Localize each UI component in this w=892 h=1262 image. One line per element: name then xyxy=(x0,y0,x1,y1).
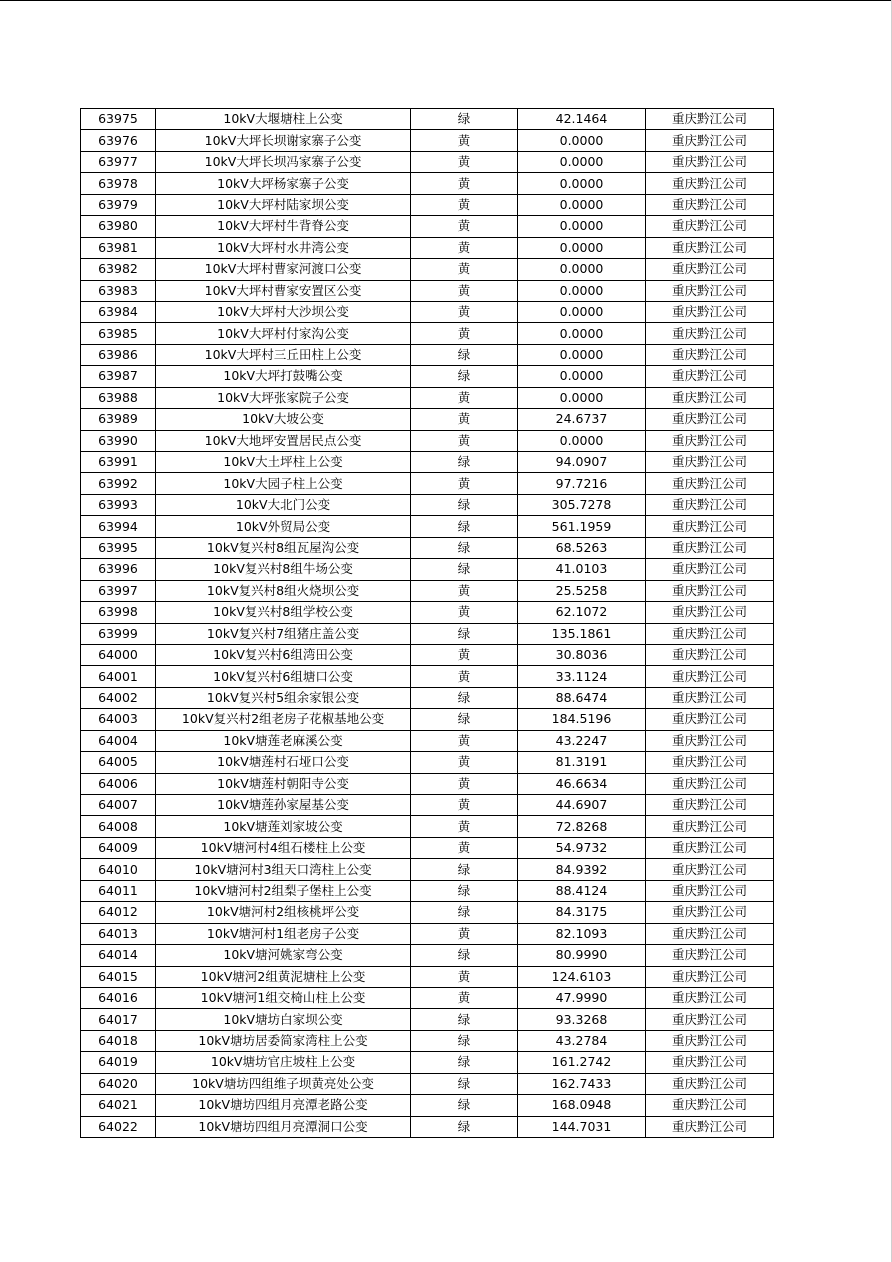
transformer-name-cell: 10kV塘坊白家坝公变 xyxy=(156,1009,411,1030)
status-color-cell: 黄 xyxy=(411,473,518,494)
value-cell: 30.8036 xyxy=(518,644,646,665)
row-id-cell: 63993 xyxy=(81,494,156,515)
table-row xyxy=(81,452,774,473)
table-row xyxy=(81,730,774,751)
row-id-cell: 64008 xyxy=(81,816,156,837)
row-id-cell: 63979 xyxy=(81,194,156,215)
row-id-cell: 64003 xyxy=(81,709,156,730)
value-cell: 81.3191 xyxy=(518,752,646,773)
row-id-cell: 64002 xyxy=(81,687,156,708)
row-id-cell: 63986 xyxy=(81,344,156,365)
value-cell: 0.0000 xyxy=(518,216,646,237)
company-cell: 重庆黔江公司 xyxy=(646,130,774,151)
company-cell: 重庆黔江公司 xyxy=(646,366,774,387)
transformer-name-cell: 10kV大坪村三丘田柱上公变 xyxy=(156,344,411,365)
status-color-cell: 绿 xyxy=(411,1009,518,1030)
table-row xyxy=(81,1030,774,1051)
status-color-cell: 黄 xyxy=(411,816,518,837)
transformer-name-cell: 10kV塘河1组交椅山柱上公变 xyxy=(156,987,411,1008)
value-cell: 62.1072 xyxy=(518,602,646,623)
row-id-cell: 63987 xyxy=(81,366,156,387)
transformer-name-cell: 10kV大土坪柱上公变 xyxy=(156,452,411,473)
row-id-cell: 63980 xyxy=(81,216,156,237)
company-cell: 重庆黔江公司 xyxy=(646,644,774,665)
row-id-cell: 63975 xyxy=(81,109,156,130)
value-cell: 0.0000 xyxy=(518,280,646,301)
company-cell: 重庆黔江公司 xyxy=(646,1030,774,1051)
transformer-name-cell: 10kV复兴村8组学校公变 xyxy=(156,602,411,623)
value-cell: 43.2247 xyxy=(518,730,646,751)
status-color-cell: 黄 xyxy=(411,259,518,280)
row-id-cell: 64005 xyxy=(81,752,156,773)
company-cell: 重庆黔江公司 xyxy=(646,1009,774,1030)
table-row xyxy=(81,173,774,194)
transformer-name-cell: 10kV大坪长坝谢家寨子公变 xyxy=(156,130,411,151)
value-cell: 161.2742 xyxy=(518,1052,646,1073)
row-id-cell: 64021 xyxy=(81,1095,156,1116)
transformer-name-cell: 10kV大地坪安置居民点公变 xyxy=(156,430,411,451)
transformer-name-cell: 10kV塘坊四组维子坝黄亮处公变 xyxy=(156,1073,411,1094)
status-color-cell: 绿 xyxy=(411,945,518,966)
table-row xyxy=(81,494,774,515)
status-color-cell: 黄 xyxy=(411,216,518,237)
table-row xyxy=(81,516,774,537)
table-row xyxy=(81,859,774,880)
value-cell: 0.0000 xyxy=(518,301,646,322)
table-row xyxy=(81,323,774,344)
row-id-cell: 64022 xyxy=(81,1116,156,1137)
transformer-name-cell: 10kV塘河姚家弯公变 xyxy=(156,945,411,966)
status-color-cell: 黄 xyxy=(411,409,518,430)
transformer-name-cell: 10kV大园子柱上公变 xyxy=(156,473,411,494)
table-row xyxy=(81,1052,774,1073)
transformer-name-cell: 10kV复兴村6组湾田公变 xyxy=(156,644,411,665)
value-cell: 124.6103 xyxy=(518,966,646,987)
transformer-name-cell: 10kV复兴村2组老房子花椒基地公变 xyxy=(156,709,411,730)
status-color-cell: 黄 xyxy=(411,151,518,172)
value-cell: 305.7278 xyxy=(518,494,646,515)
row-id-cell: 64017 xyxy=(81,1009,156,1030)
value-cell: 43.2784 xyxy=(518,1030,646,1051)
company-cell: 重庆黔江公司 xyxy=(646,194,774,215)
company-cell: 重庆黔江公司 xyxy=(646,709,774,730)
transformer-name-cell: 10kV复兴村8组瓦屋沟公变 xyxy=(156,537,411,558)
table-row xyxy=(81,773,774,794)
company-cell: 重庆黔江公司 xyxy=(646,966,774,987)
row-id-cell: 64000 xyxy=(81,644,156,665)
value-cell: 135.1861 xyxy=(518,623,646,644)
value-cell: 33.1124 xyxy=(518,666,646,687)
row-id-cell: 64009 xyxy=(81,837,156,858)
transformer-name-cell: 10kV塘坊四组月亮潭洞口公变 xyxy=(156,1116,411,1137)
status-color-cell: 黄 xyxy=(411,430,518,451)
row-id-cell: 63997 xyxy=(81,580,156,601)
table-row xyxy=(81,366,774,387)
company-cell: 重庆黔江公司 xyxy=(646,237,774,258)
transformer-name-cell: 10kV塘莲孙家屋基公变 xyxy=(156,795,411,816)
company-cell: 重庆黔江公司 xyxy=(646,452,774,473)
status-color-cell: 黄 xyxy=(411,966,518,987)
status-color-cell: 黄 xyxy=(411,194,518,215)
company-cell: 重庆黔江公司 xyxy=(646,109,774,130)
status-color-cell: 黄 xyxy=(411,795,518,816)
transformer-name-cell: 10kV复兴村8组牛场公变 xyxy=(156,559,411,580)
value-cell: 46.6634 xyxy=(518,773,646,794)
status-color-cell: 绿 xyxy=(411,1052,518,1073)
company-cell: 重庆黔江公司 xyxy=(646,923,774,944)
value-cell: 72.8268 xyxy=(518,816,646,837)
transformer-name-cell: 10kV复兴村5组余家银公变 xyxy=(156,687,411,708)
value-cell: 0.0000 xyxy=(518,430,646,451)
table-row xyxy=(81,130,774,151)
table-row xyxy=(81,602,774,623)
status-color-cell: 绿 xyxy=(411,537,518,558)
transformer-name-cell: 10kV塘莲刘家坡公变 xyxy=(156,816,411,837)
table-row xyxy=(81,409,774,430)
table-row xyxy=(81,752,774,773)
transformer-name-cell: 10kV大坡公变 xyxy=(156,409,411,430)
transformer-name-cell: 10kV大堰塘柱上公变 xyxy=(156,109,411,130)
row-id-cell: 63996 xyxy=(81,559,156,580)
table-row xyxy=(81,194,774,215)
status-color-cell: 绿 xyxy=(411,859,518,880)
row-id-cell: 63991 xyxy=(81,452,156,473)
transformer-name-cell: 10kV大坪村付家沟公变 xyxy=(156,323,411,344)
company-cell: 重庆黔江公司 xyxy=(646,173,774,194)
company-cell: 重庆黔江公司 xyxy=(646,730,774,751)
company-cell: 重庆黔江公司 xyxy=(646,623,774,644)
status-color-cell: 绿 xyxy=(411,1073,518,1094)
value-cell: 88.4124 xyxy=(518,880,646,901)
value-cell: 162.7433 xyxy=(518,1073,646,1094)
company-cell: 重庆黔江公司 xyxy=(646,409,774,430)
company-cell: 重庆黔江公司 xyxy=(646,687,774,708)
row-id-cell: 63976 xyxy=(81,130,156,151)
value-cell: 0.0000 xyxy=(518,194,646,215)
status-color-cell: 黄 xyxy=(411,323,518,344)
status-color-cell: 绿 xyxy=(411,687,518,708)
transformer-name-cell: 10kV大坪长坝冯家寨子公变 xyxy=(156,151,411,172)
transformer-name-cell: 10kV塘坊官庄坡柱上公变 xyxy=(156,1052,411,1073)
table-row xyxy=(81,280,774,301)
row-id-cell: 64015 xyxy=(81,966,156,987)
row-id-cell: 64020 xyxy=(81,1073,156,1094)
transformer-name-cell: 10kV塘河村1组老房子公变 xyxy=(156,923,411,944)
company-cell: 重庆黔江公司 xyxy=(646,494,774,515)
row-id-cell: 63978 xyxy=(81,173,156,194)
table-row xyxy=(81,902,774,923)
table-row xyxy=(81,945,774,966)
table-row xyxy=(81,473,774,494)
company-cell: 重庆黔江公司 xyxy=(646,216,774,237)
page-top-border xyxy=(0,0,892,1)
table-row xyxy=(81,923,774,944)
table-row xyxy=(81,987,774,1008)
row-id-cell: 63977 xyxy=(81,151,156,172)
status-color-cell: 绿 xyxy=(411,516,518,537)
company-cell: 重庆黔江公司 xyxy=(646,301,774,322)
value-cell: 41.0103 xyxy=(518,559,646,580)
transformer-name-cell: 10kV大坪村牛背脊公变 xyxy=(156,216,411,237)
company-cell: 重庆黔江公司 xyxy=(646,837,774,858)
row-id-cell: 63995 xyxy=(81,537,156,558)
company-cell: 重庆黔江公司 xyxy=(646,259,774,280)
row-id-cell: 64010 xyxy=(81,859,156,880)
status-color-cell: 黄 xyxy=(411,580,518,601)
table-row xyxy=(81,795,774,816)
status-color-cell: 黄 xyxy=(411,773,518,794)
table-row xyxy=(81,966,774,987)
value-cell: 0.0000 xyxy=(518,323,646,344)
value-cell: 0.0000 xyxy=(518,173,646,194)
company-cell: 重庆黔江公司 xyxy=(646,280,774,301)
row-id-cell: 64001 xyxy=(81,666,156,687)
table-row xyxy=(81,1009,774,1030)
company-cell: 重庆黔江公司 xyxy=(646,387,774,408)
table-row xyxy=(81,816,774,837)
row-id-cell: 63983 xyxy=(81,280,156,301)
company-cell: 重庆黔江公司 xyxy=(646,323,774,344)
status-color-cell: 黄 xyxy=(411,644,518,665)
row-id-cell: 63998 xyxy=(81,602,156,623)
table-row xyxy=(81,644,774,665)
table-row xyxy=(81,880,774,901)
value-cell: 93.3268 xyxy=(518,1009,646,1030)
status-color-cell: 黄 xyxy=(411,730,518,751)
value-cell: 84.3175 xyxy=(518,902,646,923)
row-id-cell: 64019 xyxy=(81,1052,156,1073)
status-color-cell: 绿 xyxy=(411,344,518,365)
transformer-name-cell: 10kV大坪打鼓嘴公变 xyxy=(156,366,411,387)
status-color-cell: 绿 xyxy=(411,559,518,580)
transformer-name-cell: 10kV大北门公变 xyxy=(156,494,411,515)
value-cell: 144.7031 xyxy=(518,1116,646,1137)
row-id-cell: 64012 xyxy=(81,902,156,923)
table-body xyxy=(81,109,774,1138)
value-cell: 94.0907 xyxy=(518,452,646,473)
company-cell: 重庆黔江公司 xyxy=(646,430,774,451)
table-row xyxy=(81,537,774,558)
company-cell: 重庆黔江公司 xyxy=(646,945,774,966)
row-id-cell: 64004 xyxy=(81,730,156,751)
status-color-cell: 绿 xyxy=(411,366,518,387)
value-cell: 0.0000 xyxy=(518,130,646,151)
company-cell: 重庆黔江公司 xyxy=(646,580,774,601)
status-color-cell: 黄 xyxy=(411,280,518,301)
company-cell: 重庆黔江公司 xyxy=(646,773,774,794)
company-cell: 重庆黔江公司 xyxy=(646,1073,774,1094)
status-color-cell: 黄 xyxy=(411,837,518,858)
transformer-name-cell: 10kV塘河村3组天口湾柱上公变 xyxy=(156,859,411,880)
company-cell: 重庆黔江公司 xyxy=(646,987,774,1008)
value-cell: 44.6907 xyxy=(518,795,646,816)
status-color-cell: 绿 xyxy=(411,880,518,901)
status-color-cell: 绿 xyxy=(411,1030,518,1051)
company-cell: 重庆黔江公司 xyxy=(646,752,774,773)
status-color-cell: 绿 xyxy=(411,109,518,130)
transformer-name-cell: 10kV塘坊四组月亮潭老路公变 xyxy=(156,1095,411,1116)
value-cell: 82.1093 xyxy=(518,923,646,944)
table-row xyxy=(81,1095,774,1116)
transformer-name-cell: 10kV塘莲村朝阳寺公变 xyxy=(156,773,411,794)
table-row xyxy=(81,623,774,644)
transformer-name-cell: 10kV塘河村4组石楼柱上公变 xyxy=(156,837,411,858)
company-cell: 重庆黔江公司 xyxy=(646,537,774,558)
company-cell: 重庆黔江公司 xyxy=(646,1116,774,1137)
table-row xyxy=(81,259,774,280)
transformer-name-cell: 10kV外贸局公变 xyxy=(156,516,411,537)
transformer-name-cell: 10kV塘坊居委简家湾柱上公变 xyxy=(156,1030,411,1051)
value-cell: 0.0000 xyxy=(518,387,646,408)
transformer-name-cell: 10kV复兴村7组猪庄盖公变 xyxy=(156,623,411,644)
row-id-cell: 63989 xyxy=(81,409,156,430)
company-cell: 重庆黔江公司 xyxy=(646,666,774,687)
transformer-name-cell: 10kV大坪村陆家坝公变 xyxy=(156,194,411,215)
company-cell: 重庆黔江公司 xyxy=(646,344,774,365)
company-cell: 重庆黔江公司 xyxy=(646,1052,774,1073)
row-id-cell: 64011 xyxy=(81,880,156,901)
transformer-name-cell: 10kV大坪村水井湾公变 xyxy=(156,237,411,258)
status-color-cell: 黄 xyxy=(411,602,518,623)
row-id-cell: 64018 xyxy=(81,1030,156,1051)
value-cell: 0.0000 xyxy=(518,259,646,280)
row-id-cell: 64014 xyxy=(81,945,156,966)
row-id-cell: 64016 xyxy=(81,987,156,1008)
value-cell: 80.9990 xyxy=(518,945,646,966)
transformer-name-cell: 10kV大坪村曹家河渡口公变 xyxy=(156,259,411,280)
table-row xyxy=(81,430,774,451)
transformer-table xyxy=(80,108,774,1138)
row-id-cell: 63982 xyxy=(81,259,156,280)
status-color-cell: 绿 xyxy=(411,1116,518,1137)
company-cell: 重庆黔江公司 xyxy=(646,1095,774,1116)
row-id-cell: 63992 xyxy=(81,473,156,494)
status-color-cell: 绿 xyxy=(411,709,518,730)
company-cell: 重庆黔江公司 xyxy=(646,859,774,880)
value-cell: 68.5263 xyxy=(518,537,646,558)
value-cell: 88.6474 xyxy=(518,687,646,708)
company-cell: 重庆黔江公司 xyxy=(646,795,774,816)
status-color-cell: 绿 xyxy=(411,494,518,515)
transformer-name-cell: 10kV塘河村2组梨子堡柱上公变 xyxy=(156,880,411,901)
table-row xyxy=(81,301,774,322)
table-row xyxy=(81,559,774,580)
row-id-cell: 63990 xyxy=(81,430,156,451)
table-row xyxy=(81,580,774,601)
company-cell: 重庆黔江公司 xyxy=(646,473,774,494)
row-id-cell: 64013 xyxy=(81,923,156,944)
table-row xyxy=(81,387,774,408)
value-cell: 184.5196 xyxy=(518,709,646,730)
status-color-cell: 黄 xyxy=(411,173,518,194)
table-row xyxy=(81,237,774,258)
status-color-cell: 黄 xyxy=(411,237,518,258)
company-cell: 重庆黔江公司 xyxy=(646,516,774,537)
company-cell: 重庆黔江公司 xyxy=(646,816,774,837)
row-id-cell: 64006 xyxy=(81,773,156,794)
transformer-name-cell: 10kV塘莲老麻溪公变 xyxy=(156,730,411,751)
transformer-name-cell: 10kV塘河2组黄泥塘柱上公变 xyxy=(156,966,411,987)
status-color-cell: 黄 xyxy=(411,301,518,322)
company-cell: 重庆黔江公司 xyxy=(646,559,774,580)
status-color-cell: 绿 xyxy=(411,623,518,644)
table-row xyxy=(81,1073,774,1094)
transformer-name-cell: 10kV大坪杨家寨子公变 xyxy=(156,173,411,194)
status-color-cell: 黄 xyxy=(411,130,518,151)
transformer-name-cell: 10kV复兴村8组火烧坝公变 xyxy=(156,580,411,601)
value-cell: 0.0000 xyxy=(518,366,646,387)
table-row xyxy=(81,109,774,130)
row-id-cell: 63984 xyxy=(81,301,156,322)
value-cell: 84.9392 xyxy=(518,859,646,880)
row-id-cell: 63981 xyxy=(81,237,156,258)
table-row xyxy=(81,151,774,172)
transformer-name-cell: 10kV塘莲村石垭口公变 xyxy=(156,752,411,773)
status-color-cell: 绿 xyxy=(411,1095,518,1116)
table-row xyxy=(81,1116,774,1137)
value-cell: 0.0000 xyxy=(518,237,646,258)
status-color-cell: 黄 xyxy=(411,752,518,773)
table-row xyxy=(81,666,774,687)
company-cell: 重庆黔江公司 xyxy=(646,902,774,923)
table-row xyxy=(81,216,774,237)
value-cell: 25.5258 xyxy=(518,580,646,601)
value-cell: 0.0000 xyxy=(518,151,646,172)
status-color-cell: 黄 xyxy=(411,387,518,408)
transformer-name-cell: 10kV大坪张家院子公变 xyxy=(156,387,411,408)
value-cell: 97.7216 xyxy=(518,473,646,494)
row-id-cell: 63994 xyxy=(81,516,156,537)
transformer-name-cell: 10kV塘河村2组核桃坪公变 xyxy=(156,902,411,923)
value-cell: 168.0948 xyxy=(518,1095,646,1116)
value-cell: 47.9990 xyxy=(518,987,646,1008)
value-cell: 0.0000 xyxy=(518,344,646,365)
value-cell: 54.9732 xyxy=(518,837,646,858)
table-row xyxy=(81,344,774,365)
company-cell: 重庆黔江公司 xyxy=(646,602,774,623)
transformer-name-cell: 10kV复兴村6组塘口公变 xyxy=(156,666,411,687)
status-color-cell: 黄 xyxy=(411,923,518,944)
company-cell: 重庆黔江公司 xyxy=(646,151,774,172)
status-color-cell: 黄 xyxy=(411,666,518,687)
status-color-cell: 绿 xyxy=(411,452,518,473)
status-color-cell: 绿 xyxy=(411,902,518,923)
value-cell: 561.1959 xyxy=(518,516,646,537)
transformer-name-cell: 10kV大坪村曹家安置区公变 xyxy=(156,280,411,301)
value-cell: 24.6737 xyxy=(518,409,646,430)
table-row xyxy=(81,709,774,730)
status-color-cell: 黄 xyxy=(411,987,518,1008)
table-row xyxy=(81,687,774,708)
row-id-cell: 63999 xyxy=(81,623,156,644)
row-id-cell: 64007 xyxy=(81,795,156,816)
value-cell: 42.1464 xyxy=(518,109,646,130)
row-id-cell: 63985 xyxy=(81,323,156,344)
company-cell: 重庆黔江公司 xyxy=(646,880,774,901)
table-row xyxy=(81,837,774,858)
row-id-cell: 63988 xyxy=(81,387,156,408)
transformer-name-cell: 10kV大坪村大沙坝公变 xyxy=(156,301,411,322)
